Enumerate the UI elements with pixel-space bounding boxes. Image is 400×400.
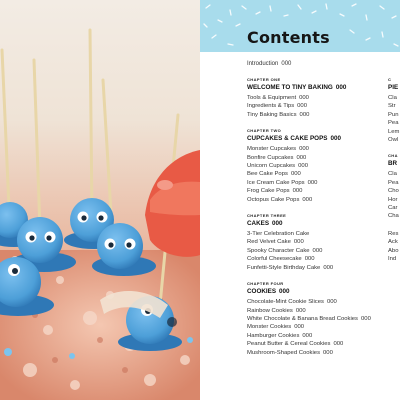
toc-entry[interactable]: Octopus Cake Pops 000 — [247, 196, 313, 203]
toc-column-main — [247, 60, 387, 366]
chapter-title[interactable]: WELCOME TO TINY BAKING 000 — [247, 84, 347, 91]
toc-entry[interactable]: Pea — [388, 120, 399, 127]
toc-entry[interactable]: Tiny Baking Basics 000 — [247, 111, 310, 118]
chapter-three — [247, 213, 387, 272]
chapter-title[interactable]: CAKES 000 — [247, 220, 283, 228]
toc-entry[interactable]: Hor — [388, 196, 398, 203]
toc-entry[interactable]: Funfetti-Style Birthday Cake 000 — [247, 264, 334, 271]
toc-entry[interactable]: Str — [388, 103, 396, 110]
toc-entry[interactable]: Ack — [388, 239, 398, 246]
toc-entry[interactable]: Tools & Equipment 000 — [247, 95, 309, 101]
toc-entry[interactable]: Chocolate-Mint Cookie Slices 000 — [247, 299, 337, 306]
toc-entry[interactable]: Owl — [388, 137, 399, 144]
chapter-one — [247, 77, 387, 119]
toc-entry[interactable]: White Chocolate & Banana Bread Cookies 000 — [247, 315, 371, 322]
toc-entry[interactable]: Pun — [388, 111, 399, 118]
chapter-title[interactable]: COOKIES 000 — [247, 288, 290, 296]
chapter-pies — [388, 77, 400, 144]
chapter-title[interactable]: BR — [388, 160, 398, 168]
chapter-breads — [388, 153, 400, 220]
toc-entry[interactable]: 3-Tier Celebration Cake — [247, 231, 310, 238]
toc-entry[interactable]: Ice Cream Cake Pops 000 — [247, 179, 318, 186]
toc-entry[interactable]: Ingredients & Tips 000 — [247, 103, 307, 110]
toc-column-right-cropped — [388, 77, 400, 273]
toc-intro[interactable]: Introduction 000 — [247, 61, 292, 67]
chapter-four — [247, 281, 387, 357]
toc-entry[interactable]: Red Velvet Cake 000 — [247, 239, 304, 246]
toc-entry[interactable]: Peanut Butter & Cereal Cookies 000 — [247, 341, 344, 348]
page-title: Contents — [247, 28, 330, 47]
toc-entry[interactable]: Frog Cake Pops 000 — [247, 188, 303, 195]
toc-entry[interactable]: Rainbow Cookies 000 — [247, 307, 306, 314]
toc-entry[interactable]: Unicorn Cupcakes 000 — [247, 163, 308, 170]
toc-entry[interactable]: Cha — [388, 213, 399, 220]
chapter-title[interactable]: CUPCAKES & CAKE POPS 000 — [247, 135, 341, 143]
toc-entry[interactable]: Bee Cake Pops 000 — [247, 171, 301, 178]
chapter-label: CHAPTER FOUR — [247, 281, 284, 287]
chapter-label: CHAPTER THREE — [247, 213, 287, 219]
toc-entry[interactable]: Cla — [388, 171, 397, 178]
back-matter — [388, 230, 400, 264]
toc-entry[interactable]: Monster Cookies 000 — [247, 324, 305, 331]
toc-entry[interactable]: Res — [388, 230, 399, 237]
toc-entry[interactable]: Pea — [388, 179, 399, 186]
toc-entry[interactable]: Lem — [388, 128, 400, 135]
toc-entry[interactable]: Abo — [388, 247, 399, 254]
chapter-label: C — [388, 77, 392, 82]
contents-page — [200, 0, 400, 400]
toc-entry[interactable]: Bonfire Cupcakes 000 — [247, 154, 307, 161]
chapter-label: CHA — [388, 153, 398, 159]
chapter-label: CHAPTER ONE — [247, 77, 281, 82]
toc-entry[interactable]: Mushroom-Shaped Cookies 000 — [247, 349, 333, 356]
toc-entry[interactable]: Colorful Cheesecake 000 — [247, 256, 315, 263]
toc-entry[interactable]: Hamburger Cookies 000 — [247, 332, 313, 339]
toc-entry[interactable]: Cho — [388, 188, 399, 195]
toc-entry[interactable]: Monster Cupcakes 000 — [247, 146, 309, 153]
chapter-two — [247, 128, 387, 204]
toc-entry[interactable]: Cla — [388, 95, 397, 101]
toc-entry[interactable]: Ind — [388, 256, 397, 263]
chapter-title[interactable]: PIE — [388, 84, 399, 91]
chapter-label: CHAPTER TWO — [247, 128, 282, 134]
toc-entry[interactable]: Car — [388, 205, 398, 212]
toc-entry[interactable]: Spooky Character Cake 000 — [247, 247, 323, 254]
hand — [145, 150, 200, 257]
